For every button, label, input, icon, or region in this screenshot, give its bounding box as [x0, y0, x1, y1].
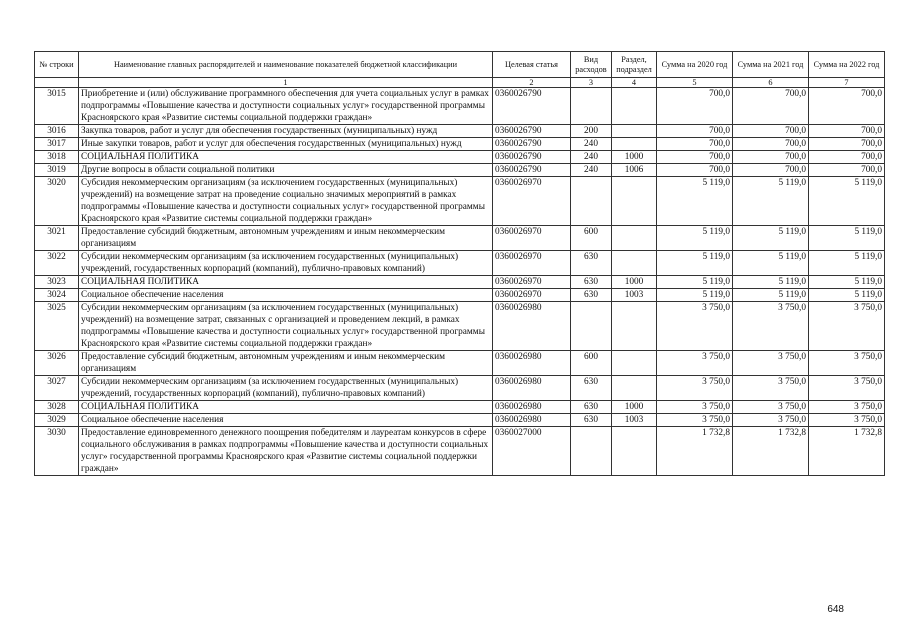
row-number: 3022 [35, 251, 79, 276]
table-row [35, 125, 885, 138]
table-row [35, 302, 885, 351]
col-header-name: Наименование главных распорядителей и наименование показателей бюджетной классификации [79, 52, 493, 78]
row-section [612, 302, 657, 351]
row-target-article: 0360026790 [493, 125, 571, 138]
row-sum-2021: 5 119,0 [733, 177, 809, 226]
row-number: 3025 [35, 302, 79, 351]
row-sum-2021: 3 750,0 [733, 401, 809, 414]
row-expense-type: 630 [571, 289, 612, 302]
row-number: 3021 [35, 226, 79, 251]
budget-table [34, 51, 885, 476]
row-section: 1003 [612, 414, 657, 427]
row-name: Другие вопросы в области социальной политики [79, 164, 493, 177]
table-row [35, 88, 885, 125]
row-number: 3023 [35, 276, 79, 289]
column-number: 4 [612, 78, 657, 88]
row-sum-2021: 3 750,0 [733, 351, 809, 376]
row-number: 3020 [35, 177, 79, 226]
column-number [35, 78, 79, 88]
row-sum-2021: 3 750,0 [733, 414, 809, 427]
row-target-article: 0360026970 [493, 177, 571, 226]
row-target-article: 0360026970 [493, 251, 571, 276]
row-expense-type: 630 [571, 251, 612, 276]
row-expense-type: 630 [571, 414, 612, 427]
row-target-article: 0360026970 [493, 226, 571, 251]
table-row [35, 351, 885, 376]
row-target-article: 0360026980 [493, 414, 571, 427]
row-sum-2021: 700,0 [733, 164, 809, 177]
row-section [612, 351, 657, 376]
row-target-article: 0360026970 [493, 289, 571, 302]
row-sum-2020: 700,0 [657, 125, 733, 138]
col-header-type: Вид расходов [571, 52, 612, 78]
row-sum-2021: 5 119,0 [733, 276, 809, 289]
row-sum-2022: 3 750,0 [809, 376, 885, 401]
row-sum-2021: 700,0 [733, 151, 809, 164]
row-sum-2022: 3 750,0 [809, 351, 885, 376]
row-number: 3027 [35, 376, 79, 401]
row-target-article: 0360026790 [493, 138, 571, 151]
row-number: 3016 [35, 125, 79, 138]
row-expense-type: 630 [571, 376, 612, 401]
row-sum-2022: 700,0 [809, 138, 885, 151]
row-sum-2021: 5 119,0 [733, 226, 809, 251]
row-sum-2022: 700,0 [809, 151, 885, 164]
row-number: 3024 [35, 289, 79, 302]
row-expense-type [571, 177, 612, 226]
row-sum-2021: 700,0 [733, 88, 809, 125]
row-target-article: 0360026980 [493, 376, 571, 401]
row-name: СОЦИАЛЬНАЯ ПОЛИТИКА [79, 151, 493, 164]
row-sum-2020: 5 119,0 [657, 251, 733, 276]
row-sum-2020: 3 750,0 [657, 401, 733, 414]
row-expense-type: 240 [571, 138, 612, 151]
row-sum-2021: 3 750,0 [733, 376, 809, 401]
row-expense-type: 240 [571, 151, 612, 164]
row-sum-2022: 3 750,0 [809, 401, 885, 414]
row-name: Субсидии некоммерческим организациям (за исключением государственных (муниципальных) учреждений, государственных корпораций (компаний), публично-правовых компаний) [79, 251, 493, 276]
row-name: Предоставление субсидий бюджетным, автономным учреждениям и иным некоммерческим организациям [79, 351, 493, 376]
row-sum-2020: 3 750,0 [657, 351, 733, 376]
table-body [35, 88, 885, 476]
row-number: 3018 [35, 151, 79, 164]
row-sum-2020: 700,0 [657, 138, 733, 151]
row-target-article: 0360026980 [493, 401, 571, 414]
row-sum-2021: 1 732,8 [733, 427, 809, 476]
row-sum-2020: 3 750,0 [657, 302, 733, 351]
row-sum-2022: 5 119,0 [809, 289, 885, 302]
row-name: Приобретение и (или) обслуживание программного обеспечения для учета социальных услуг в рамках подпрограммы «Повышение качества и доступности социальных услуг» государственной программы Красноярского края «Развитие системы социальной поддержки граждан» [79, 88, 493, 125]
row-target-article: 0360026980 [493, 302, 571, 351]
table-row [35, 376, 885, 401]
table-row [35, 401, 885, 414]
table-row [35, 226, 885, 251]
row-target-article: 0360027000 [493, 427, 571, 476]
row-name: Субсидии некоммерческим организациям (за исключением государственных (муниципальных) учреждений) на возмещение затрат, связанных с организацией и проведением лекций, в рамках подпрограммы «Повышение качества и доступности социальных услуг» государственной программы Красноярского края «Развитие системы социальной поддержки граждан» [79, 302, 493, 351]
row-name: Субсидии некоммерческим организациям (за исключением государственных (муниципальных) учреждений, государственных корпораций (компаний), публично-правовых компаний) [79, 376, 493, 401]
row-sum-2022: 5 119,0 [809, 251, 885, 276]
row-sum-2022: 700,0 [809, 164, 885, 177]
row-number: 3019 [35, 164, 79, 177]
row-expense-type [571, 427, 612, 476]
row-sum-2021: 5 119,0 [733, 289, 809, 302]
row-target-article: 0360026790 [493, 151, 571, 164]
row-sum-2022: 5 119,0 [809, 177, 885, 226]
column-number: 3 [571, 78, 612, 88]
row-number: 3029 [35, 414, 79, 427]
row-target-article: 0360026790 [493, 88, 571, 125]
col-header-sum-2020: Сумма на 2020 год [657, 52, 733, 78]
row-section [612, 177, 657, 226]
row-section [612, 226, 657, 251]
row-expense-type: 240 [571, 164, 612, 177]
page-number: 648 [827, 604, 844, 615]
table-row [35, 177, 885, 226]
row-section [612, 376, 657, 401]
row-sum-2022: 1 732,8 [809, 427, 885, 476]
table-row [35, 289, 885, 302]
column-number-row [35, 78, 885, 88]
row-number: 3030 [35, 427, 79, 476]
row-name: СОЦИАЛЬНАЯ ПОЛИТИКА [79, 276, 493, 289]
table-row [35, 251, 885, 276]
row-sum-2022: 3 750,0 [809, 302, 885, 351]
row-name: Предоставление единовременного денежного поощрения победителям и лауреатам конкурсов в сфере социального обслуживания в рамках подпрограммы «Повышение качества и доступности социальных услуг» государственной программы Красноярского края «Развитие системы социальной поддержки граждан» [79, 427, 493, 476]
row-target-article: 0360026980 [493, 351, 571, 376]
row-sum-2020: 5 119,0 [657, 226, 733, 251]
column-number: 1 [79, 78, 493, 88]
row-section [612, 88, 657, 125]
row-section [612, 427, 657, 476]
row-sum-2022: 700,0 [809, 88, 885, 125]
column-number: 2 [493, 78, 571, 88]
row-sum-2021: 5 119,0 [733, 251, 809, 276]
row-target-article: 0360026790 [493, 164, 571, 177]
row-expense-type: 630 [571, 276, 612, 289]
row-section: 1006 [612, 164, 657, 177]
row-name: СОЦИАЛЬНАЯ ПОЛИТИКА [79, 401, 493, 414]
table-row [35, 414, 885, 427]
col-header-sum-2021: Сумма на 2021 год [733, 52, 809, 78]
row-target-article: 0360026970 [493, 276, 571, 289]
row-number: 3026 [35, 351, 79, 376]
column-number: 6 [733, 78, 809, 88]
row-expense-type: 630 [571, 401, 612, 414]
row-sum-2021: 700,0 [733, 138, 809, 151]
col-header-target: Целевая статья [493, 52, 571, 78]
row-sum-2022: 5 119,0 [809, 226, 885, 251]
row-sum-2020: 1 732,8 [657, 427, 733, 476]
row-sum-2022: 700,0 [809, 125, 885, 138]
row-sum-2020: 700,0 [657, 88, 733, 125]
table-row [35, 164, 885, 177]
col-header-sum-2022: Сумма на 2022 год [809, 52, 885, 78]
row-sum-2022: 3 750,0 [809, 414, 885, 427]
row-sum-2020: 5 119,0 [657, 289, 733, 302]
row-sum-2020: 5 119,0 [657, 177, 733, 226]
row-name: Социальное обеспечение населения [79, 289, 493, 302]
row-section: 1000 [612, 151, 657, 164]
row-name: Социальное обеспечение населения [79, 414, 493, 427]
table-row [35, 276, 885, 289]
row-sum-2020: 5 119,0 [657, 276, 733, 289]
row-number: 3015 [35, 88, 79, 125]
row-name: Иные закупки товаров, работ и услуг для обеспечения государственных (муниципальных) нужд [79, 138, 493, 151]
header-row [35, 52, 885, 78]
table-row [35, 151, 885, 164]
row-expense-type: 600 [571, 226, 612, 251]
row-sum-2020: 700,0 [657, 151, 733, 164]
row-section [612, 138, 657, 151]
row-section: 1000 [612, 276, 657, 289]
table-row [35, 427, 885, 476]
row-sum-2020: 700,0 [657, 164, 733, 177]
row-name: Предоставление субсидий бюджетным, автономным учреждениям и иным некоммерческим организациям [79, 226, 493, 251]
row-sum-2021: 700,0 [733, 125, 809, 138]
row-name: Закупка товаров, работ и услуг для обеспечения государственных (муниципальных) нужд [79, 125, 493, 138]
row-expense-type: 200 [571, 125, 612, 138]
row-sum-2020: 3 750,0 [657, 414, 733, 427]
row-name: Субсидия некоммерческим организациям (за исключением государственных (муниципальных) учреждений) на возмещение затрат на проведение социально значимых мероприятий в рамках подпрограммы «Повышение качества и доступности социальных услуг» государственной программы Красноярского края «Развитие системы социальной поддержки граждан» [79, 177, 493, 226]
row-section [612, 251, 657, 276]
column-number: 7 [809, 78, 885, 88]
row-section: 1000 [612, 401, 657, 414]
row-expense-type [571, 88, 612, 125]
row-sum-2020: 3 750,0 [657, 376, 733, 401]
col-header-section: Раздел, подраздел [612, 52, 657, 78]
row-expense-type [571, 302, 612, 351]
table-row [35, 138, 885, 151]
row-sum-2021: 3 750,0 [733, 302, 809, 351]
row-section: 1003 [612, 289, 657, 302]
col-header-num: № строки [35, 52, 79, 78]
row-sum-2022: 5 119,0 [809, 276, 885, 289]
column-number: 5 [657, 78, 733, 88]
row-expense-type: 600 [571, 351, 612, 376]
row-section [612, 125, 657, 138]
row-number: 3017 [35, 138, 79, 151]
row-number: 3028 [35, 401, 79, 414]
